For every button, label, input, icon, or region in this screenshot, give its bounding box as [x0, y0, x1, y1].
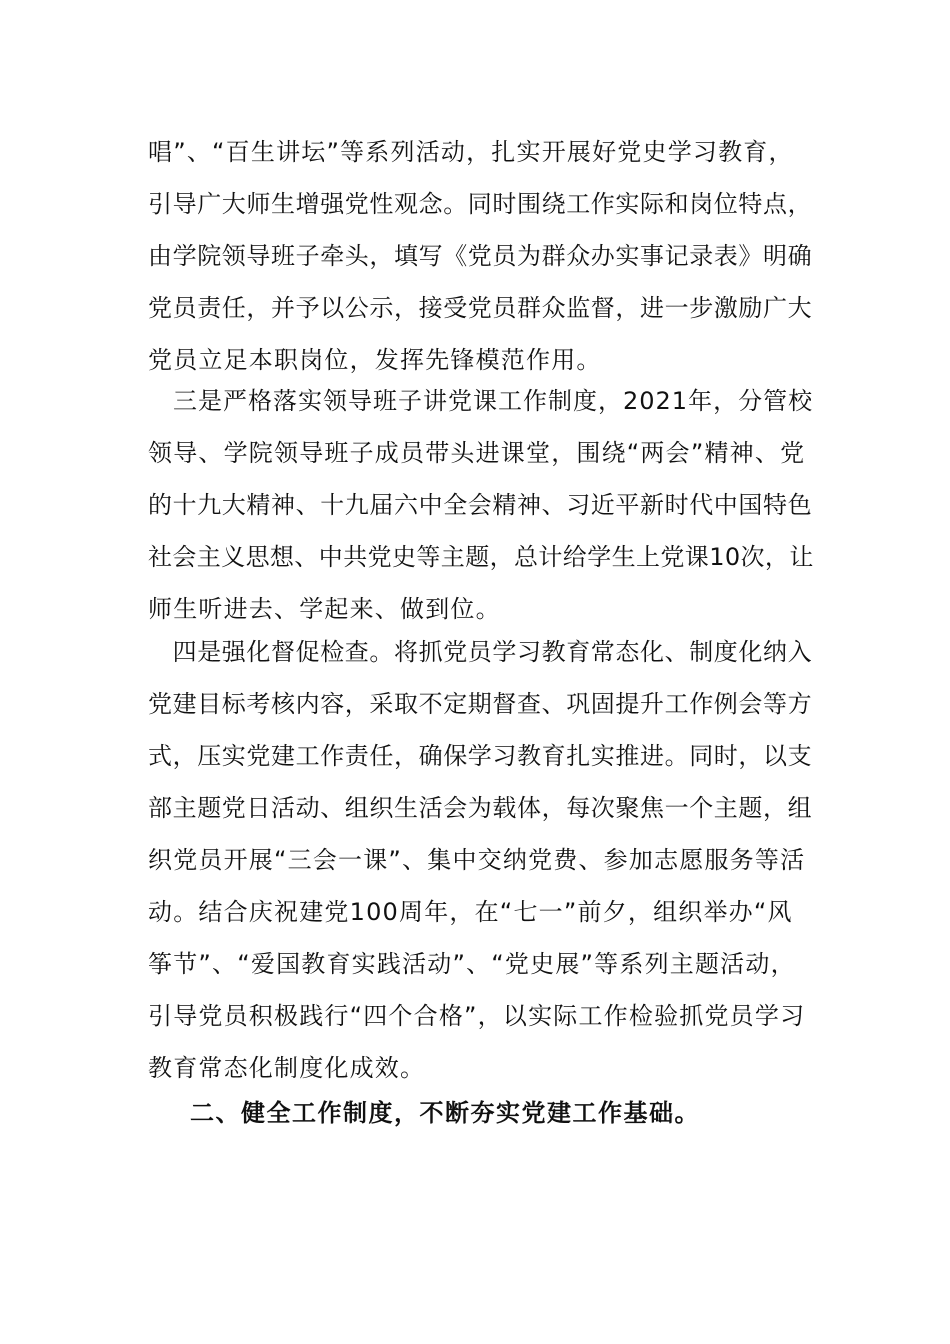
text-line: 教育常态化制度化成效。: [148, 1054, 426, 1082]
text-line: 式，压实党建工作责任，确保学习教育扎实推进。同时，以支: [148, 742, 813, 770]
text-line: 师生听进去、学起来、做到位。: [148, 595, 501, 623]
text-line: 织党员开展“三会一课”、集中交纳党费、参加志愿服务等活: [148, 846, 806, 874]
text-line: 部主题党日活动、组织生活会为载体，每次聚焦一个主题，组: [148, 794, 813, 822]
section-heading: 二、健全工作制度，不断夯实党建工作基础。: [190, 1099, 700, 1127]
text-line: 领导、学院领导班子成员带头进课堂，围绕“两会”精神、党: [148, 439, 806, 467]
paragraph-3: [148, 626, 814, 1094]
text-line: 引导广大师生增强党性观念。同时围绕工作实际和岗位特点，: [148, 190, 813, 218]
text-line: 党建目标考核内容，采取不定期督查、巩固提升工作例会等方: [148, 690, 813, 718]
text-line: 由学院领导班子牵头，填写《党员为群众办实事记录表》明确: [148, 242, 813, 270]
text-line: 党员责任，并予以公示，接受党员群众监督，进一步激励广大: [148, 294, 813, 322]
text-line: 四是强化督促检查。将抓党员学习教育常态化、制度化纳入: [148, 638, 813, 666]
text-line: 引导党员积极践行“四个合格”，以实际工作检验抓党员学习: [148, 1002, 806, 1030]
text-line: 唱”、“百生讲坛”等系列活动，扎实开展好党史学习教育，: [148, 138, 794, 166]
text-line: 动。结合庆祝建党100周年，在“七一”前夕，组织举办“风: [148, 898, 793, 926]
text-line: 筝节”、“爱国教育实践活动”、“党史展”等系列主题活动，: [148, 950, 796, 978]
paragraph-2: [148, 375, 814, 635]
text-line: 三是严格落实领导班子讲党课工作制度，2021年，分管校: [148, 387, 814, 415]
paragraph-1: [148, 126, 814, 386]
text-line: 党员立足本职岗位，发挥先锋模范作用。: [148, 346, 602, 374]
text-line: 的十九大精神、十九届六中全会精神、习近平新时代中国特色: [148, 491, 813, 519]
text-line: 社会主义思想、中共党史等主题，总计给学生上党课10次，让: [148, 543, 814, 571]
